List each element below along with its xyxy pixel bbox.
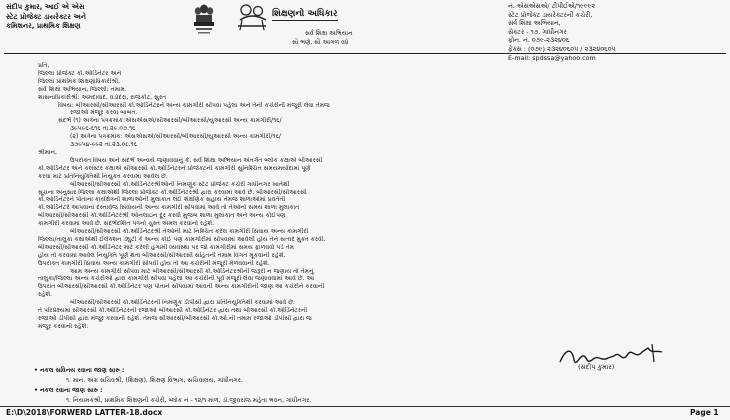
copy-to-block [34, 366, 684, 406]
body-line: પ્રતિ, [38, 62, 50, 69]
body-line: જિલ્લા/તાલુકા કક્ષાએથી ઈલેક્શન ડ્યુટી કે અન્ય કોઈ પણ કામગીરીમાં સોંપવામાં આવેલી હોય તેને સત્વરે મુક્ત કરવી. [38, 235, 326, 243]
address-line: ફેક્સ : (૦૭૯) ૨૩૨૪૦૬૦૫ / ૨૩૨૪૦૬૦૫ [508, 44, 616, 53]
footer-file-path: E:\D\2018\FORWERD LATTER-18.docx [6, 408, 163, 417]
body-line: રહેશે. [38, 291, 53, 299]
logo-tagline: સૌ ભણે, સૌ આગળ વધે [292, 39, 349, 46]
body-line: કામગીરી કરવામાં આવે છે. સંદર્ભદર્શિત પત્રનો ચુસ્ત અમલ કરવાનો રહેશે. [38, 220, 215, 228]
header-divider [4, 53, 726, 54]
body-line: તાલુકા/જિલ્લા અન્ય કચેરીઓ દ્વારા કામગીરી સોંપવા પહેલા આ કચેરીની પૂર્વ મંજૂરી લેવા જણાવવામાં આવે છે. આ [38, 275, 315, 283]
signatory-name: (સંદીપ કુમાર) [578, 363, 615, 371]
address-line: નં. એસએસએ/ ટીપીઈએ/૧૯૯૯૨ [508, 2, 596, 10]
body-line: હોય તો કરવામાં આવેલ નિયુક્તિ પૂર્ણ થતા બીઆરસી/સીઆરસી સહિતની તમામ વિગત મૂકવાની રહેશે. [38, 251, 286, 259]
cc-item: ૧. નિયામકશ્રી, પ્રાથમિક શિક્ષણની કચેરી, બ્લોક નં - ૧૨/૧ માળ, ડૉ.જીવરાજ મહેતા ભવન, ગાંધીનગર. [66, 397, 312, 404]
subject-line: રજાઓ મંજૂર કરવા બાબત. [70, 109, 138, 117]
cc-heading: • નકલ સવિનય રવાના જાણ સારુ : [34, 367, 125, 374]
body-line: તે પરિપ્રેક્ષ્યમાં સીઆરસી કો.ઓર્ડિનેટરની રજાઓ બીઆરસી કો.ઓર્ડિનેટર દ્વારા તથા બીઆરસી કો.ઓર્ડિનેટરની [38, 307, 308, 315]
body-line: જિલ્લા પ્રોજેક્ટ કો.ઓર્ડિનેટર અને [38, 69, 122, 77]
body-line: કો.ઓર્ડિનેટરે આપવાના દસ્તાવેજ સિવાયની અન્ય કામગીરી સોંપવામાં આવે તો તેઓનો સમય શાળા મુલાકાત [38, 204, 300, 212]
body-line: ઉપરાંત બીઆરસી/સીઆરસી કો.ઓર્ડિનેટર પણ પોતાને સોંપવામાં આવતી અન્ય કામગીરીની જાણ આ કચેરીને કરવાની [38, 283, 325, 291]
body-line: બીઆરસી/સીઆરસી કો.ઓર્ડિનેટરની નિમણૂંક ડીપીસી દ્વારા પ્રતિનિયુક્તિથી કરવામાં આવે છે. [70, 299, 295, 307]
sender-block [6, 3, 166, 32]
logo-title: શિક્ષણનો અધિકાર [272, 9, 338, 19]
logo-subtitle: સર્વ શિક્ષા અભિયાન [305, 30, 353, 37]
body-line: જિલ્લા પ્રાથમિક શિક્ષણાધિકારીશ્રી, [38, 77, 121, 85]
address-line: સર્વ શિક્ષા અભિયાન, [508, 19, 561, 28]
reference-line: ૩૭૯૫૪-૯૯૨ તા.૨૩.૦૮.૧૬ [70, 141, 138, 149]
reference-line: (૨) અત્રેના પત્રક્રમાંક: એસએસએ/સીઆરસી/બીઆરસી/યુઆરસી અન્ય કામગીરી/૧૬/ [70, 133, 281, 141]
body-line: ઉપરોક્ત વિષય અને સંદર્ભ અન્વયે જણાવવાનું કે, સર્વ શિક્ષા અભિયાન અંતર્ગત બ્લોક કક્ષાએ બીઆરસી [70, 156, 323, 164]
body-line: સૂચના અનુસાર જિલ્લા કક્ષાએથી જિલ્લા પ્રોજેક્ટ કો.ઓર્ડિનેટરશ્રી દ્વારા કરવામાં આવે છે. બીઆરસી/સીઆરસી [38, 188, 307, 196]
footer-page-number: Page 1 [690, 408, 719, 417]
sender-line: સ્ટેટ પ્રોજેક્ટ ડાયરેક્ટર અને [6, 12, 86, 21]
subject-line: વિષય: બીઆરસી/સીઆરસી કો.ઓર્ડિનેટરને અન્ય કામગીરી સોંપવા પહેલા અને તેની કચેરીની મંજૂરી લેવા તેમજ [58, 101, 330, 109]
reference-line: સંદર્ભ (૧) અત્રેના પત્રક્રમાંક:એસએસએ/સીઆરસી/બીઆરસી/યુઆરસી અન્ય કામગીરી/૧૬/ [58, 117, 282, 125]
body-line: કો.ઓર્ડિનેટરને પોતાના કાર્યક્ષેત્રની શાળાઓની મુલાકાત લઈ શૈક્ષણિક સહાય તેમજ શાળાઓમાં પ્રવર્તતી [38, 196, 286, 204]
body-line: ઉપરોક્ત કામગીરી સિવાય અન્ય કામગીરી સોંપવી હોય તો આ કચેરીની મંજૂરી મેળવવાની રહેશે. [38, 259, 270, 267]
address-line: E-mail: spdssa@yahoo.com [508, 53, 596, 62]
body-line: કરવા માટે પ્રતિનિયુક્તિથી નિયુક્ત કરવામાં આવેલ છે. [38, 172, 168, 180]
body-line: કો.ઓર્ડિનેટર અને કલસ્ટર કક્ષાએ સીઆરસી કો.ઓર્ડિનેટરને પ્રોજેક્ટની કામગીરી સુનિશ્ચિત સમયમર્યાદામાં પૂર્ણ [38, 164, 311, 172]
sender-line: કમિશનર, પ્રાથમિક શિક્ષણ [6, 22, 81, 30]
cc-item: ૧. માન. અગ્ર સચિવશ્રી, (શિક્ષણ), શિક્ષણ વિભાગ, સચિવાલય, ગાંધીનગર. [66, 377, 243, 384]
body-line: શાસનાધિકારીશ્રી: અમદાવાદ, વડોદરા, રાજકોટ, સુરત [38, 93, 167, 101]
national-emblem-icon [192, 3, 216, 36]
reference-line: ૩૯૫૯૬-૬૧૬ તા.૨૯.૦૭.૧૬ [70, 125, 136, 133]
cc-heading: • નકલ રવાના જાણ સારુ : [34, 387, 103, 394]
letter-body [38, 62, 688, 331]
ssa-logo-icon [232, 2, 272, 32]
body-line: આમ અન્ય કામગીરી સોંપવા માટે બીઆરસી/સીઆરસી કો.ઓર્ડિનેટરશ્રીની જરૂરી ન જણાય તો તેમનું [70, 267, 314, 275]
sender-line: સંદીપ કુમાર, આઈ એ એસ [6, 3, 85, 11]
address-line: સ્ટેટ પ્રોજેક્ટ ડાયરેક્ટરની કચેરી, [508, 10, 593, 19]
body-line: બીઆરસી/સીઆરસી કો.ઓર્ડિનેટરશ્રી તેઓની માટે નિશ્ચિત કરેલ કામગીરી સિવાય અન્ય કામગીરી [70, 228, 309, 236]
body-line: બીઆરસી/સીઆરસી કો.ઓર્ડિનેટરશ્રીઓની નિમણૂંક સ્ટેટ પ્રોજેક્ટ કચેરી ગાંધીનગર ખાતેથી [70, 180, 290, 188]
address-line: સેક્ટર - ૧૭, ગાંધીનગર [508, 27, 567, 36]
body-line: સર્વ શિક્ષા અભિયાન, જિલ્લો: તમામ. [38, 85, 127, 93]
body-line: મંજૂર કરવાની રહેશે. [38, 322, 89, 330]
body-line: બીઆરસી/સીઆરસી કો.ઓર્ડિનેટરશ્રી ઓનલાઇન દૂર કરવી મુજબ શાળા મુલાકાત અને અન્ય કોઈપણ [38, 212, 286, 220]
address-line: ફોન. નં. ૦૭૯-૨૩૨૪૦૬ [508, 36, 570, 45]
salutation: શ્રીમાન, [38, 148, 57, 156]
body-line: રજાઓ ડીપીસી દ્વારા મંજૂર કરવાની રહેશે. તેમજ સીઆરસી/બીઆરસી કો.ઓ.ની તમામ રજાઓ ડીપીસી દ્વારા જ [38, 315, 312, 322]
body-line: બીઆરસી/સીઆરસી કો.ઓર્ડિનેટર માટે કરેલી હંગામી વ્યવસ્થા પર જો કામગીરીમાં સમય ફાળવવો પડે તેમ [38, 243, 294, 251]
